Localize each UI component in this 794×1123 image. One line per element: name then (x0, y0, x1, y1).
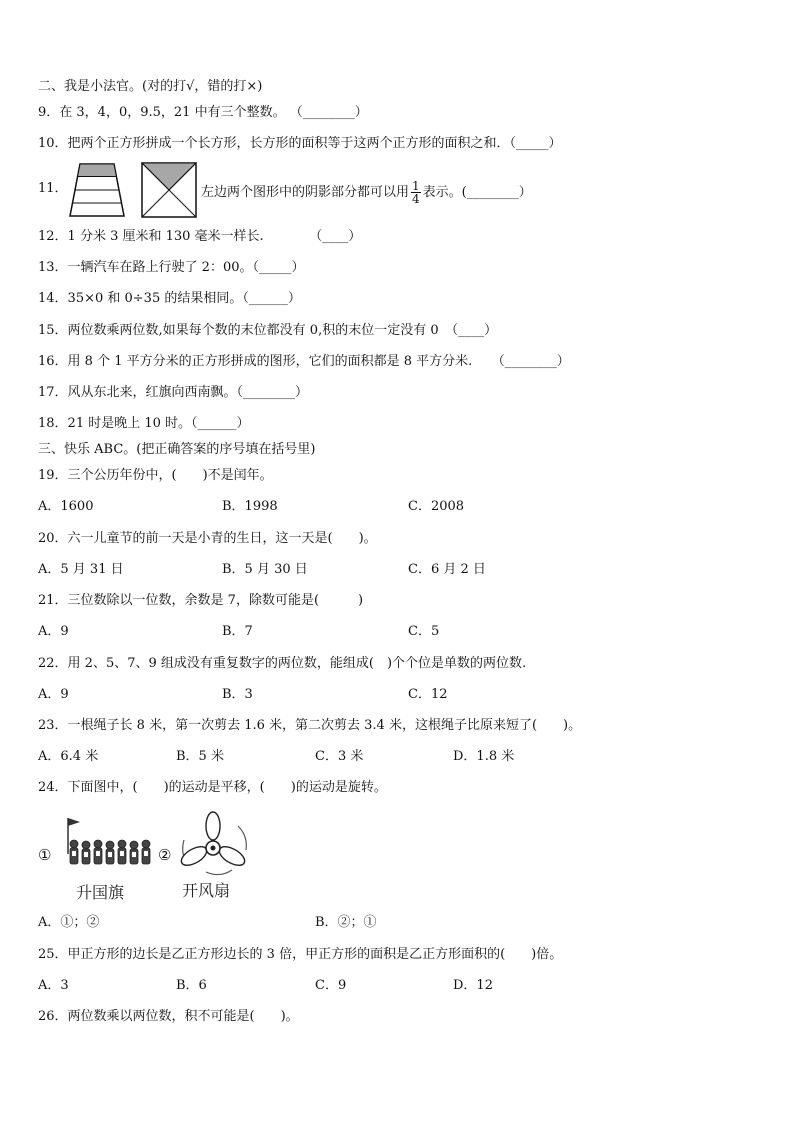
q22-option-c: C．12 (408, 687, 448, 702)
question-20: 20．六一儿童节的前一天是小青的生日，这一天是( )。 (38, 531, 377, 546)
q21-option-a: A．9 (38, 624, 69, 639)
flag-raising-image (56, 814, 156, 874)
q20-option-b: B．5 月 30 日 (222, 562, 308, 577)
question-14: 14．35×0 和 0÷35 的结果相同。（______） (38, 291, 301, 306)
q23-option-c: C．3 米 (315, 749, 364, 764)
question-25: 25．甲正方形的边长是乙正方形边长的 3 倍，甲正方形的面积是乙正方形面积的( )倍。 (38, 947, 563, 962)
question-24: 24．下面图中，( )的运动是平移，( )的运动是旋转。 (38, 780, 387, 795)
question-22: 22．用 2、5、7、9 组成没有重复数字的两位数，能组成( )个个位是单数的两位数. (38, 656, 527, 671)
q25-option-a: A．3 (38, 978, 69, 993)
q24-option-a: A．①；② (38, 915, 100, 930)
q25-option-c: C．9 (315, 978, 347, 993)
q25-option-b: B．6 (176, 978, 207, 993)
q19-option-c: C．2008 (408, 499, 465, 514)
question-12: 12．1 分米 3 厘米和 130 毫米一样长. （____） (38, 229, 362, 244)
q21-option-c: C．5 (408, 624, 440, 639)
q11-text-after: 表示。(________） (422, 185, 532, 200)
fraction-one-quarter (411, 180, 421, 205)
fraction-denominator: 4 (412, 192, 420, 206)
q24-option-b: B．②；① (315, 915, 377, 930)
trapezoid-figure (68, 162, 126, 218)
question-21: 21．三位数除以一位数，余数是 7，除数可能是( ) (38, 593, 364, 608)
q19-option-b: B．1998 (222, 499, 278, 514)
q22-option-b: B．3 (222, 687, 253, 702)
q23-option-b: B．5 米 (176, 749, 224, 764)
question-26: 26．两位数乘以两位数，积不可能是( )。 (38, 1009, 299, 1024)
question-10: 10．把两个正方形拼成一个长方形，长方形的面积等于这两个正方形的面积之和．（_____） (38, 136, 562, 151)
figure-label-2: ② (158, 846, 172, 864)
question-9: 9．在 3，4，0，9.5，21 中有三个整数。 （________） (38, 105, 368, 120)
question-15: 15．两位数乘两位数,如果每个数的末位都没有 0,积的末位一定没有 0 （____） (38, 323, 498, 338)
question-19: 19．三个公历年份中，( )不是闰年。 (38, 468, 273, 483)
q19-option-a: A．1600 (38, 499, 94, 514)
fraction-numerator: 1 (412, 179, 420, 193)
q21-option-b: B．7 (222, 624, 253, 639)
q23-option-a: A．6.4 米 (38, 749, 99, 764)
section-title-choice: 三、快乐 ABC。(把正确答案的序号填在括号里) (38, 442, 316, 457)
fan-image (176, 810, 250, 880)
question-11-number: 11． (38, 181, 68, 196)
section-title-judge: 二、我是小法官。(对的打√，错的打×) (38, 79, 263, 94)
question-17: 17．风从东北来，红旗向西南飘。（________） (38, 385, 309, 400)
q20-option-a: A．5 月 31 日 (38, 562, 124, 577)
question-18: 18．21 时是晚上 10 时。（______） (38, 416, 250, 431)
q20-option-c: C．6 月 2 日 (408, 562, 486, 577)
square-figure (141, 162, 197, 218)
caption-flag-raising: 升国旗 (76, 883, 125, 902)
figure-label-1: ① (38, 846, 52, 864)
q22-option-a: A．9 (38, 687, 69, 702)
q25-option-d: D．12 (453, 978, 493, 993)
question-13: 13．一辆汽车在路上行驶了 2：00。（_____） (38, 260, 305, 275)
question-11-text (201, 180, 532, 205)
question-23: 23．一根绳子长 8 米，第一次剪去 1.6 米，第二次剪去 3.4 米，这根绳子比原来短了( )。 (38, 718, 582, 733)
question-16: 16．用 8 个 1 平方分米的正方形拼成的图形，它们的面积都是 8 平方分米. （________） (38, 354, 570, 369)
q23-option-d: D．1.8 米 (453, 749, 515, 764)
q11-text-before: 左边两个图形中的阴影部分都可以用 (201, 185, 410, 200)
caption-fan: 开风扇 (182, 881, 231, 900)
